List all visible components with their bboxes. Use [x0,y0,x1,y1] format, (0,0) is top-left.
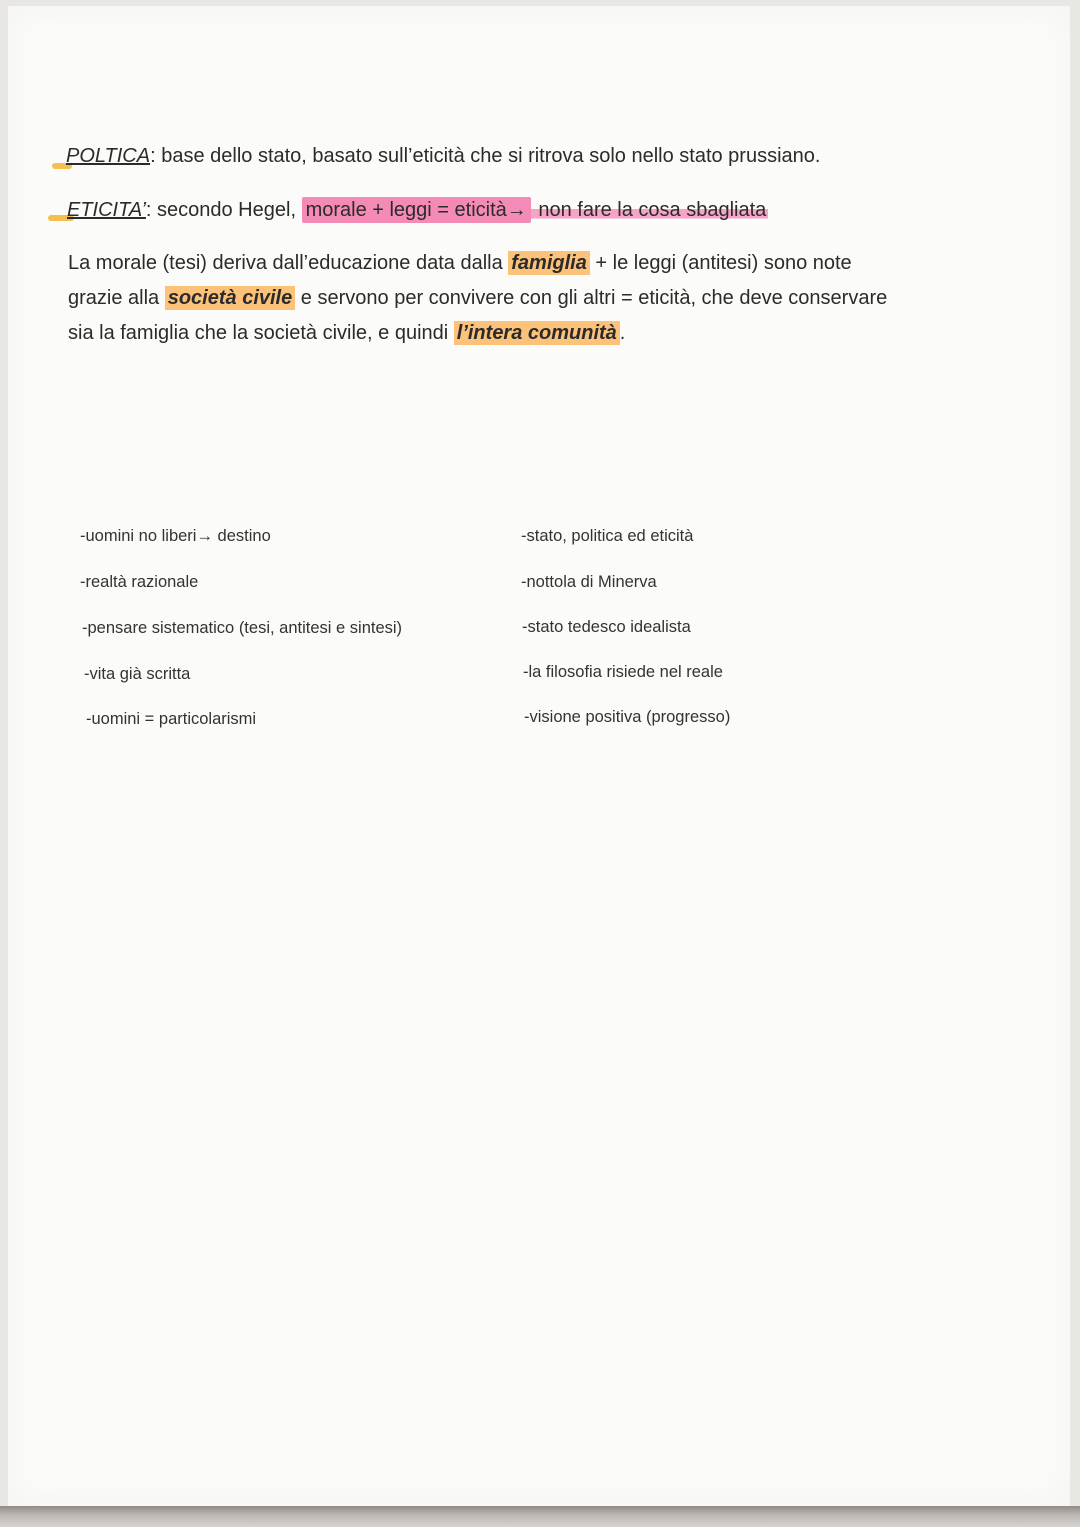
paragraph-line-1-a: La morale (tesi) deriva dall’educazione data dalla [68,252,509,274]
morale-paragraph [68,246,998,351]
left-list-item-5: -uomini = particolarismi [86,710,257,728]
left-list-item-4: -vita già scritta [84,665,191,683]
paragraph-line-2 [68,281,998,316]
paragraph-line-2-a: grazie alla [68,287,165,309]
eticita-text: secondo Hegel, [151,199,296,221]
right-list-item-5: -visione positiva (progresso) [524,708,731,726]
paragraph-line-1 [68,246,998,281]
paragraph-line-1-b: + le leggi (antitesi) sono note [589,252,852,274]
eticita-term: ETICITA’ [67,199,146,221]
paragraph-line-3-a: sia la famiglia che la società civile, e quindi [68,322,454,344]
paragraph-line-3 [68,316,998,351]
paper-sheet [8,6,1070,1506]
eticita-colon: : [145,199,152,221]
paragraph-line-2-b: e servono per convivere con gli altri = eticità, che deve conservare [295,287,888,309]
eticita-highlight: morale + leggi = eticità→ [302,197,531,223]
eticita-tail: non fare la cosa sbagliata [532,199,767,221]
right-list-item-1: -stato, politica ed eticità [521,527,694,545]
right-list-item-4: -la filosofia risiede nel reale [523,663,723,681]
famiglia-highlight: famiglia [508,251,590,275]
left-list-item-2: -realtà razionale [80,573,199,591]
right-list-item-2: -nottola di Minerva [521,573,657,591]
scan-bottom-edge [0,1506,1080,1527]
left-list-item-3: -pensare sistematico (tesi, antitesi e sintesi) [82,619,403,637]
politica-line [66,143,820,169]
eticita-line [67,197,768,223]
paragraph-line-3-b: . [619,322,626,344]
right-list-item-3: -stato tedesco idealista [522,618,691,636]
intera-comunita-highlight: l’intera comunità [454,321,620,345]
left-list-item-1: -uomini no liberi→ destino [80,527,271,545]
societa-civile-highlight: società civile [165,286,296,310]
politica-term: POLTICA [66,145,151,167]
politica-text: : base dello stato, basato sull’eticità che si ritrova solo nello stato prussiano. [150,145,821,167]
